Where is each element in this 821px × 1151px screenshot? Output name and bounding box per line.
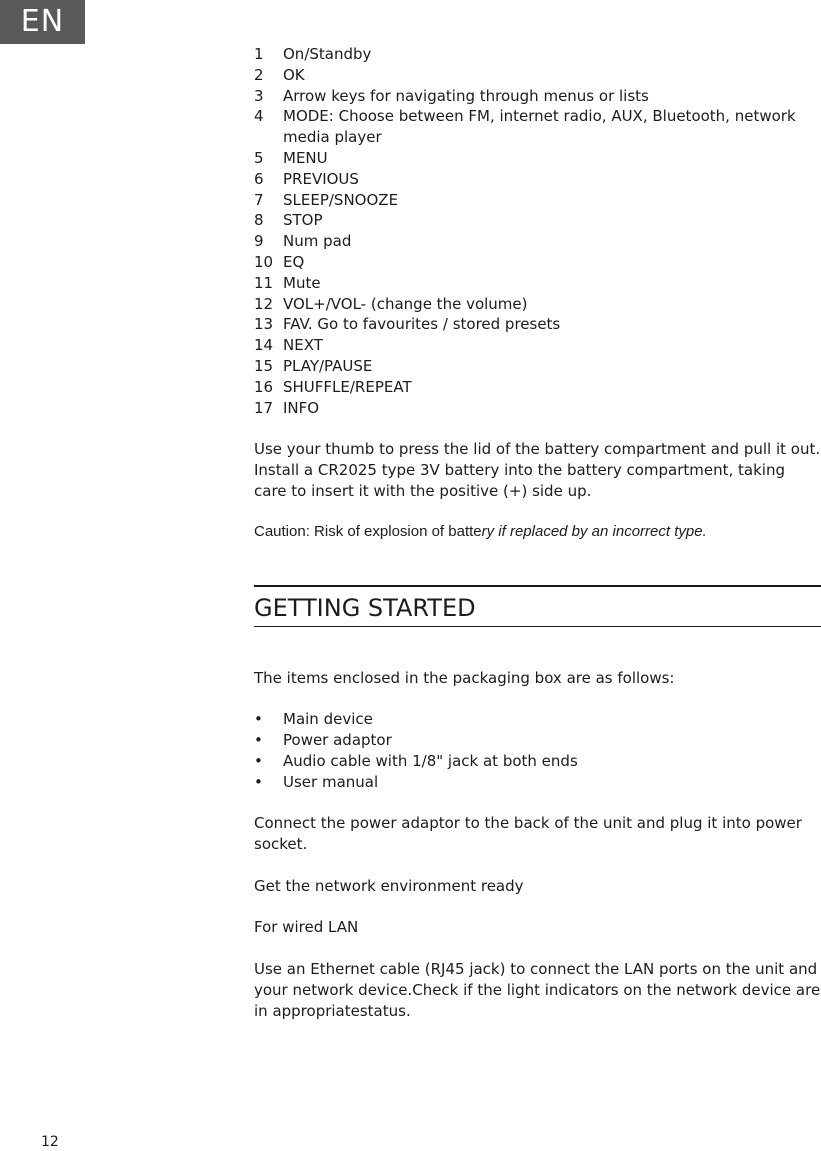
list-item xyxy=(254,273,821,294)
list-item-number: 5 xyxy=(254,148,264,167)
list-item xyxy=(254,709,821,730)
bullet-icon: • xyxy=(254,731,263,750)
list-item-number: 1 xyxy=(254,45,264,63)
caution-text-end: ry if replaced by an incorrect type. xyxy=(481,523,707,541)
list-item-text: INFO xyxy=(283,398,320,417)
list-item xyxy=(254,398,821,419)
list-item-number: 13 xyxy=(254,315,274,334)
ethernet-instructions: Use an Ethernet cable (RJ45 jack) to connect the LAN ports on the unit and your network device.Check if the light indicators on the network device are in appropriatestatus. xyxy=(254,959,821,1020)
button-list xyxy=(254,44,821,418)
power-instructions: Connect the power adaptor to the back of the unit and plug it into power socket. xyxy=(254,814,802,854)
list-item-text: PREVIOUS xyxy=(283,169,359,188)
bullet-icon: • xyxy=(254,772,263,791)
spacer xyxy=(254,855,821,876)
bullet-icon: • xyxy=(254,710,263,729)
list-item xyxy=(254,44,821,65)
list-item-text: EQ xyxy=(283,252,305,271)
list-item xyxy=(254,730,821,751)
network-heading: Get the network environment ready xyxy=(254,876,524,895)
spacer xyxy=(254,689,821,710)
spacer xyxy=(254,938,821,959)
list-item-number: 8 xyxy=(254,211,264,230)
list-item-text: NEXT xyxy=(283,336,323,355)
page-content xyxy=(254,44,821,1021)
caution-text xyxy=(254,522,821,543)
list-item-text: Audio cable with 1/8" jack at both ends xyxy=(283,752,578,771)
list-item-text: SLEEP/SNOOZE xyxy=(283,190,399,209)
list-item-text: MODE: Choose between FM, internet radio, AUX, Bluetooth, network media player xyxy=(283,107,796,147)
list-item-text: User manual xyxy=(283,772,379,791)
list-item-text: STOP xyxy=(283,211,323,230)
list-item-number: 6 xyxy=(254,169,264,188)
list-item xyxy=(254,294,821,315)
list-item-text: On/Standby xyxy=(283,45,372,63)
list-item-text: Power adaptor xyxy=(283,731,392,750)
list-item xyxy=(254,772,821,793)
battery-instructions: Use your thumb to press the lid of the battery compartment and pull it out. Install a CR2025 type 3V battery into the battery compartment, taking care to insert it with the positive (+) side up. xyxy=(254,440,821,500)
list-item-number: 11 xyxy=(254,273,274,292)
page-number: 12 xyxy=(41,1134,59,1150)
list-item-text: PLAY/PAUSE xyxy=(283,356,373,375)
spacer xyxy=(254,502,821,523)
list-item-text: MENU xyxy=(283,148,328,167)
list-item-text: VOL+/VOL- (change the volume) xyxy=(283,294,528,313)
list-item xyxy=(254,86,821,107)
list-item xyxy=(254,751,821,772)
list-item xyxy=(254,231,821,252)
list-item xyxy=(254,65,821,86)
list-item-text: Num pad xyxy=(283,232,352,251)
list-item xyxy=(254,148,821,169)
items-intro: The items enclosed in the packaging box are as follows: xyxy=(254,668,675,687)
list-item xyxy=(254,169,821,190)
list-item xyxy=(254,335,821,356)
list-item xyxy=(254,314,821,335)
section-heading: GETTING STARTED xyxy=(254,585,821,627)
list-item xyxy=(254,106,821,148)
list-item-number: 3 xyxy=(254,86,264,105)
list-item-text: Arrow keys for navigating through menus or lists xyxy=(283,86,649,105)
list-item-number: 12 xyxy=(254,294,274,313)
list-item-number: 4 xyxy=(254,107,264,126)
list-item-text: Mute xyxy=(283,273,321,292)
list-item-number: 14 xyxy=(254,336,274,355)
list-item xyxy=(254,210,821,231)
spacer xyxy=(254,647,821,668)
wired-lan-heading: For wired LAN xyxy=(254,918,359,937)
list-item-number: 17 xyxy=(254,398,274,417)
language-tab: EN xyxy=(0,0,85,44)
list-item-number: 9 xyxy=(254,232,264,251)
list-item-number: 2 xyxy=(254,65,264,84)
list-item-text: FAV. Go to favourites / stored presets xyxy=(283,315,561,334)
list-item-number: 16 xyxy=(254,377,274,396)
list-item-text: SHUFFLE/REPEAT xyxy=(283,377,412,396)
list-item-text: OK xyxy=(283,65,305,84)
list-item-number: 15 xyxy=(254,356,274,375)
bullet-icon: • xyxy=(254,752,263,771)
list-item xyxy=(254,356,821,377)
list-item-number: 7 xyxy=(254,190,264,209)
list-item xyxy=(254,377,821,398)
spacer xyxy=(254,418,821,439)
list-item-text: Main device xyxy=(283,710,373,729)
list-item xyxy=(254,252,821,273)
package-contents-list xyxy=(254,709,821,792)
caution-text-start: Caution: Risk of explosion of batte xyxy=(254,523,482,541)
spacer xyxy=(254,793,821,814)
list-item xyxy=(254,190,821,211)
spacer xyxy=(254,897,821,918)
list-item-number: 10 xyxy=(254,252,274,271)
